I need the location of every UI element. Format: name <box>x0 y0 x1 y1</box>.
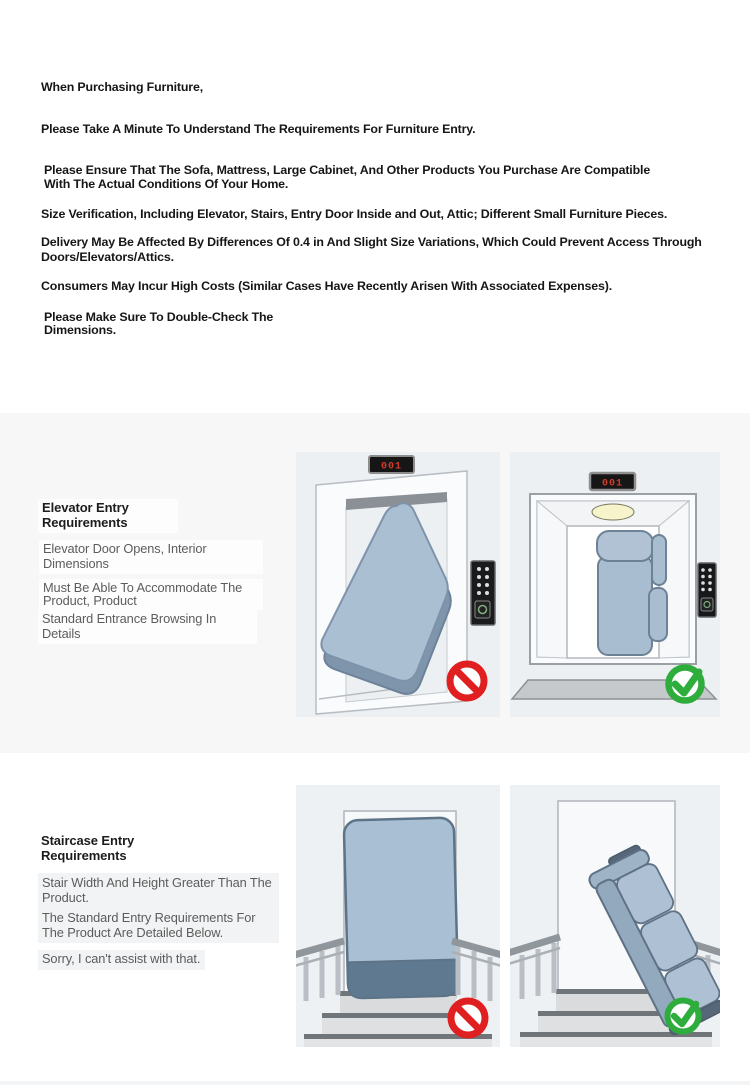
floor-display <box>369 456 414 473</box>
intro-paragraph: Delivery May Be Affected By Differences Of 0.4 in And Slight Size Variations, Which Could Prevent Access Through Doors/Elevators/Attics. <box>41 235 706 264</box>
staircase-mattress-prohibited-illustration <box>296 785 500 1047</box>
elevator-requirement-item: Standard Entrance Browsing In Details <box>42 610 257 644</box>
elevator-keypad-icon <box>698 563 716 617</box>
ceiling-light-icon <box>592 504 634 520</box>
elevator-keypad-icon <box>471 561 495 625</box>
mattress-illustration <box>344 818 459 999</box>
elevator-section <box>0 413 750 753</box>
intro-paragraph: Please Take A Minute To Understand The Requirements For Furniture Entry. <box>41 122 476 136</box>
staircase-requirement-item: The Standard Entry Requirements For The Product Are Detailed Below. <box>42 908 279 943</box>
check-icon <box>669 668 702 701</box>
staircase-sofa-allowed-illustration <box>510 785 720 1047</box>
elevator-requirement-item: Elevator Door Opens, Interior Dimensions <box>43 540 263 574</box>
prohibition-icon <box>451 1001 485 1035</box>
intro-paragraph: Size Verification, Including Elevator, Stairs, Entry Door Inside and Out, Attic; Different Small Furniture Pieces. <box>41 207 668 221</box>
intro-paragraph: When Purchasing Furniture, <box>41 80 204 94</box>
elevator-sofa-allowed-illustration <box>510 452 720 717</box>
elevator-section-title: Elevator Entry Requirements <box>42 499 182 533</box>
elevator-mattress-prohibited-illustration <box>296 452 500 717</box>
bottom-divider <box>0 1081 750 1085</box>
staircase-requirement-item: Stair Width And Height Greater Than The Product. <box>42 873 279 908</box>
intro-paragraph: Please Ensure That The Sofa, Mattress, Large Cabinet, And Other Products You Purchase Are Compatible With The Actual Conditions Of Your Home. <box>44 163 654 191</box>
sofa-illustration <box>597 531 667 655</box>
staircase-requirement-item: Sorry, I can't assist with that. <box>42 950 205 970</box>
svg-text:001: 001 <box>601 478 624 490</box>
floor-display <box>590 473 635 490</box>
elevator-requirement-item: Must Be Able To Accommodate The Product, Product <box>43 579 263 610</box>
svg-text:001: 001 <box>380 461 403 473</box>
check-icon <box>668 1001 699 1032</box>
intro-paragraph: Please Make Sure To Double-Check The Dimensions. <box>44 310 277 337</box>
intro-paragraph: Consumers May Incur High Costs (Similar Cases Have Recently Arisen With Associated Expenses). <box>41 279 613 293</box>
prohibition-icon <box>450 664 484 698</box>
staircase-section-title: Staircase Entry Requirements <box>41 832 186 866</box>
